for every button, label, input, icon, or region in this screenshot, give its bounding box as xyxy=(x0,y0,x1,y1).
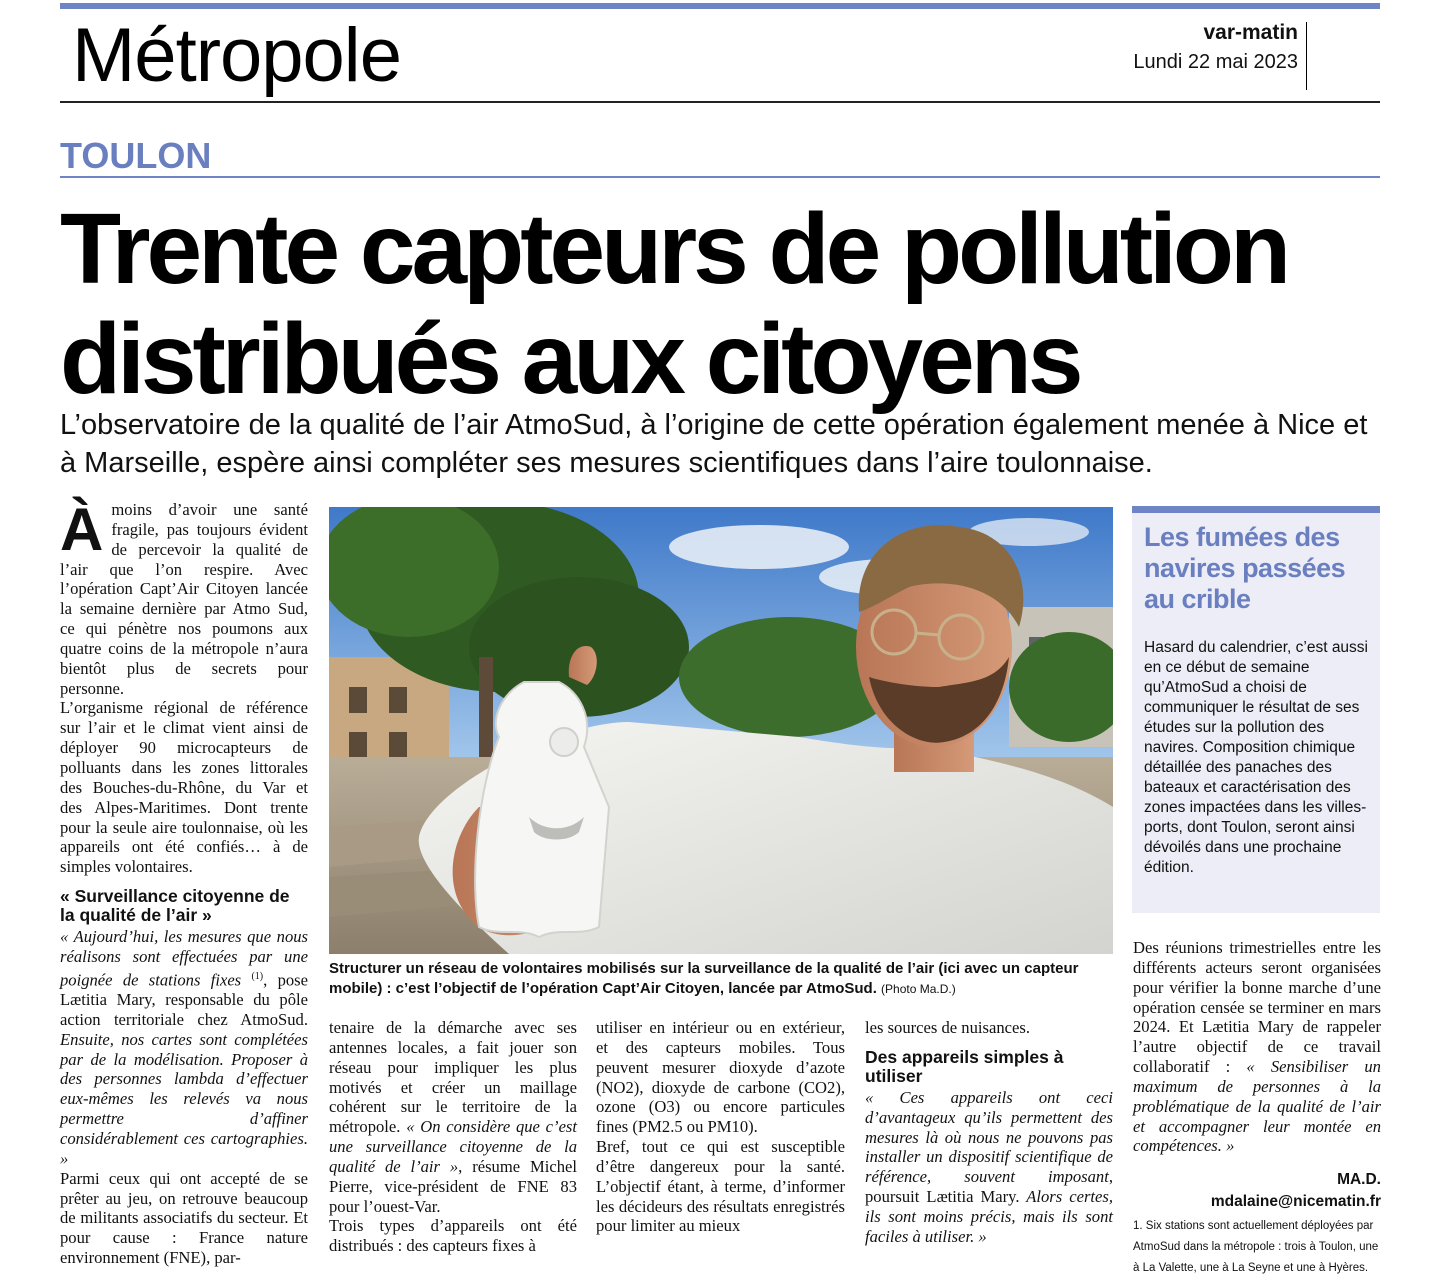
paragraph xyxy=(329,1018,577,1216)
quote-text: « Aujourd’hui, les mesures que nous réalisons sont effectuées par une poignée de stations fixes xyxy=(60,927,308,990)
masthead-divider xyxy=(1306,22,1307,90)
quote-attribution: , résume Michel Pierre, vice-président de FNE 83 pour l’ouest-Var. xyxy=(329,1156,577,1216)
kicker-rule xyxy=(60,176,1380,178)
headline-line-1: Trente capteurs de pollution xyxy=(60,193,1288,305)
sidebar-text: Hasard du calendrier, c’est aussi en ce début de semaine qu’AtmoSud a choisi de communiquer le résultat de ses études sur la pollution des navires. Composition chimique détaillée des panaches des bateaux et caractérisation des zones impactées dans les villes-ports, dont Toulon, seront ainsi dévoilés dans une prochaine édition. xyxy=(1144,639,1369,876)
photo-man-holding-sensor xyxy=(329,507,1113,954)
author-email: mdalaine@nicematin.fr xyxy=(1210,1193,1381,1211)
location-kicker: TOULON xyxy=(60,135,212,176)
article-column-5 xyxy=(1133,938,1381,1279)
quote-paragraph xyxy=(60,927,308,1169)
paragraph: L’organisme régional de référence sur l’air et le climat vient ainsi de déployer 90 microcapteurs de polluants dans les zones littorales des Bouches-du-Rhône, du Var et des Alpes-Maritimes. Dont trente pour la seule aire toulonnaise, où les appareils ont été confiés… à de simples volontaires. xyxy=(60,698,308,877)
paragraph: Trois types d’appareils ont été distribués : des capteurs fixes à xyxy=(329,1216,577,1256)
quote-text: « Sensibiliser un maximum de personnes à la problématique de la qualité de l’air et accompagner leur montée en compétences. » xyxy=(1133,1057,1381,1156)
quote-paragraph xyxy=(865,1088,1113,1247)
quote-text: Alors certes, ils sont moins précis, mais ils sont faciles à utiliser. » xyxy=(865,1187,1113,1246)
intro-paragraph xyxy=(60,496,308,698)
footnote: 1. Six stations sont actuellement déployées par AtmoSud dans la métropole : trois à Toulon, une à La Valette, une à La Seyne et une à Hyères. xyxy=(1133,1219,1379,1274)
headline-line-2: distribués aux citoyens xyxy=(60,303,1080,415)
quote-text: « On considère que c’est une surveillance citoyenne de la qualité de l’air » xyxy=(329,1117,577,1176)
caption-text: Structurer un réseau de volontaires mobilisés sur la surveillance de la qualité de l’air (ici avec un capteur mobile) : c’est l’objectif de l’opération Capt’Air Citoyen, lancée par AtmoSud. xyxy=(329,960,1079,997)
header-rule xyxy=(60,101,1380,103)
drop-cap: À xyxy=(60,496,104,563)
footnote-ref: (1) xyxy=(251,970,264,982)
intro-text: moins d’avoir une santé fragile, pas toujours évident de percevoir la qualité de l’air que l’on respire. Avec l’opération Capt’Air Citoyen lancée la semaine dernière par Atmo Sud, ce qui pénètre nos poumons aux quatre coins de la métropole n’aura bientôt plus de secrets pour personne. xyxy=(60,500,308,698)
quote-attribution: , pose Lætitia Mary, responsable du pôle action territoriale chez AtmoSud. xyxy=(60,970,308,1029)
masthead xyxy=(1133,20,1298,75)
photo-credit: (Photo Ma.D.) xyxy=(881,982,956,996)
photo-caption xyxy=(329,959,1115,999)
article-photo xyxy=(329,507,1113,954)
paragraph: utiliser en intérieur ou en extérieur, et des capteurs mobiles. Tous peuvent mesurer dioxyde d’azote (NO2), dioxyde de carbone (CO2), ozone (O3) ou encore particules fines (PM2.5 ou PM10). xyxy=(596,1018,845,1137)
paragraph: Parmi ceux qui ont accepté de se prêter au jeu, on retrouve beaucoup de militants associatifs du secteur. Et pour cause : France nature environnement (FNE), par- xyxy=(60,1168,308,1268)
article-column-3 xyxy=(596,1018,845,1236)
paragraph-text: Des réunions trimestrielles entre les différents acteurs seront organisées pour vérifier la bonne marche d’une opération censée se terminer en mars 2024. Et Lætitia Mary de rappeler l’autre objectif de ce travail collaboratif : xyxy=(1133,938,1381,1077)
sidebar-accent-rule xyxy=(1132,506,1380,513)
section-title: Métropole xyxy=(72,13,401,98)
article-column-2 xyxy=(329,1018,577,1256)
subheading: « Surveillance citoyenne de la qualité de l’air » xyxy=(60,886,290,926)
paragraph-text: tenaire de la démarche avec ses antennes locales, a fait jouer son réseau pour impliquer les plus motivés et créer un maillage cohérent sur le territoire de la métropole. xyxy=(329,1018,577,1137)
quote-text: « Ces appareils ont ceci d’avantageux qu’ils permettent des mesures là où nous ne pouvons pas installer un dispositif scientifique de référence, souvent imposant xyxy=(865,1087,1113,1187)
paragraph: les sources de nuisances. xyxy=(865,1018,1030,1037)
paragraph xyxy=(1133,938,1381,1156)
paragraph: Bref, tout ce qui est susceptible d’être dangereux pour la santé. L’objectif étant, à terme, d’informer les décideurs des résultats enregistrés pour limiter au mieux xyxy=(596,1137,845,1236)
quote-attribution: , poursuit Lætitia Mary. xyxy=(865,1167,1113,1207)
standfirst: L’observatoire de la qualité de l’air AtmoSud, à l’origine de cette opération également menée à Nice et à Marseille, espère ainsi compléter ses mesures scientifiques dans l’aire toulonnaise. xyxy=(60,409,1368,479)
headline xyxy=(60,194,1400,414)
sidebar-box xyxy=(1132,506,1380,913)
sidebar-title: Les fumées des navires passées au crible xyxy=(1144,522,1346,614)
subheading: Des appareils simples à utiliser xyxy=(865,1046,1064,1086)
newspaper-name: var-matin xyxy=(1203,21,1298,44)
quote-text: Ensuite, nos cartes sont complétées par de la modélisation. Proposer à des personnes lambda d’effectuer eux-mêmes les relevés va nous permettre d’affiner considérablement ces cartographies. » xyxy=(60,1029,308,1168)
issue-date: Lundi 22 mai 2023 xyxy=(1133,51,1298,73)
article-column-4 xyxy=(865,1018,1113,1247)
author-signature: MA.D. xyxy=(1337,1171,1381,1189)
top-accent-rule xyxy=(60,3,1380,9)
article-column-1 xyxy=(60,496,308,1268)
